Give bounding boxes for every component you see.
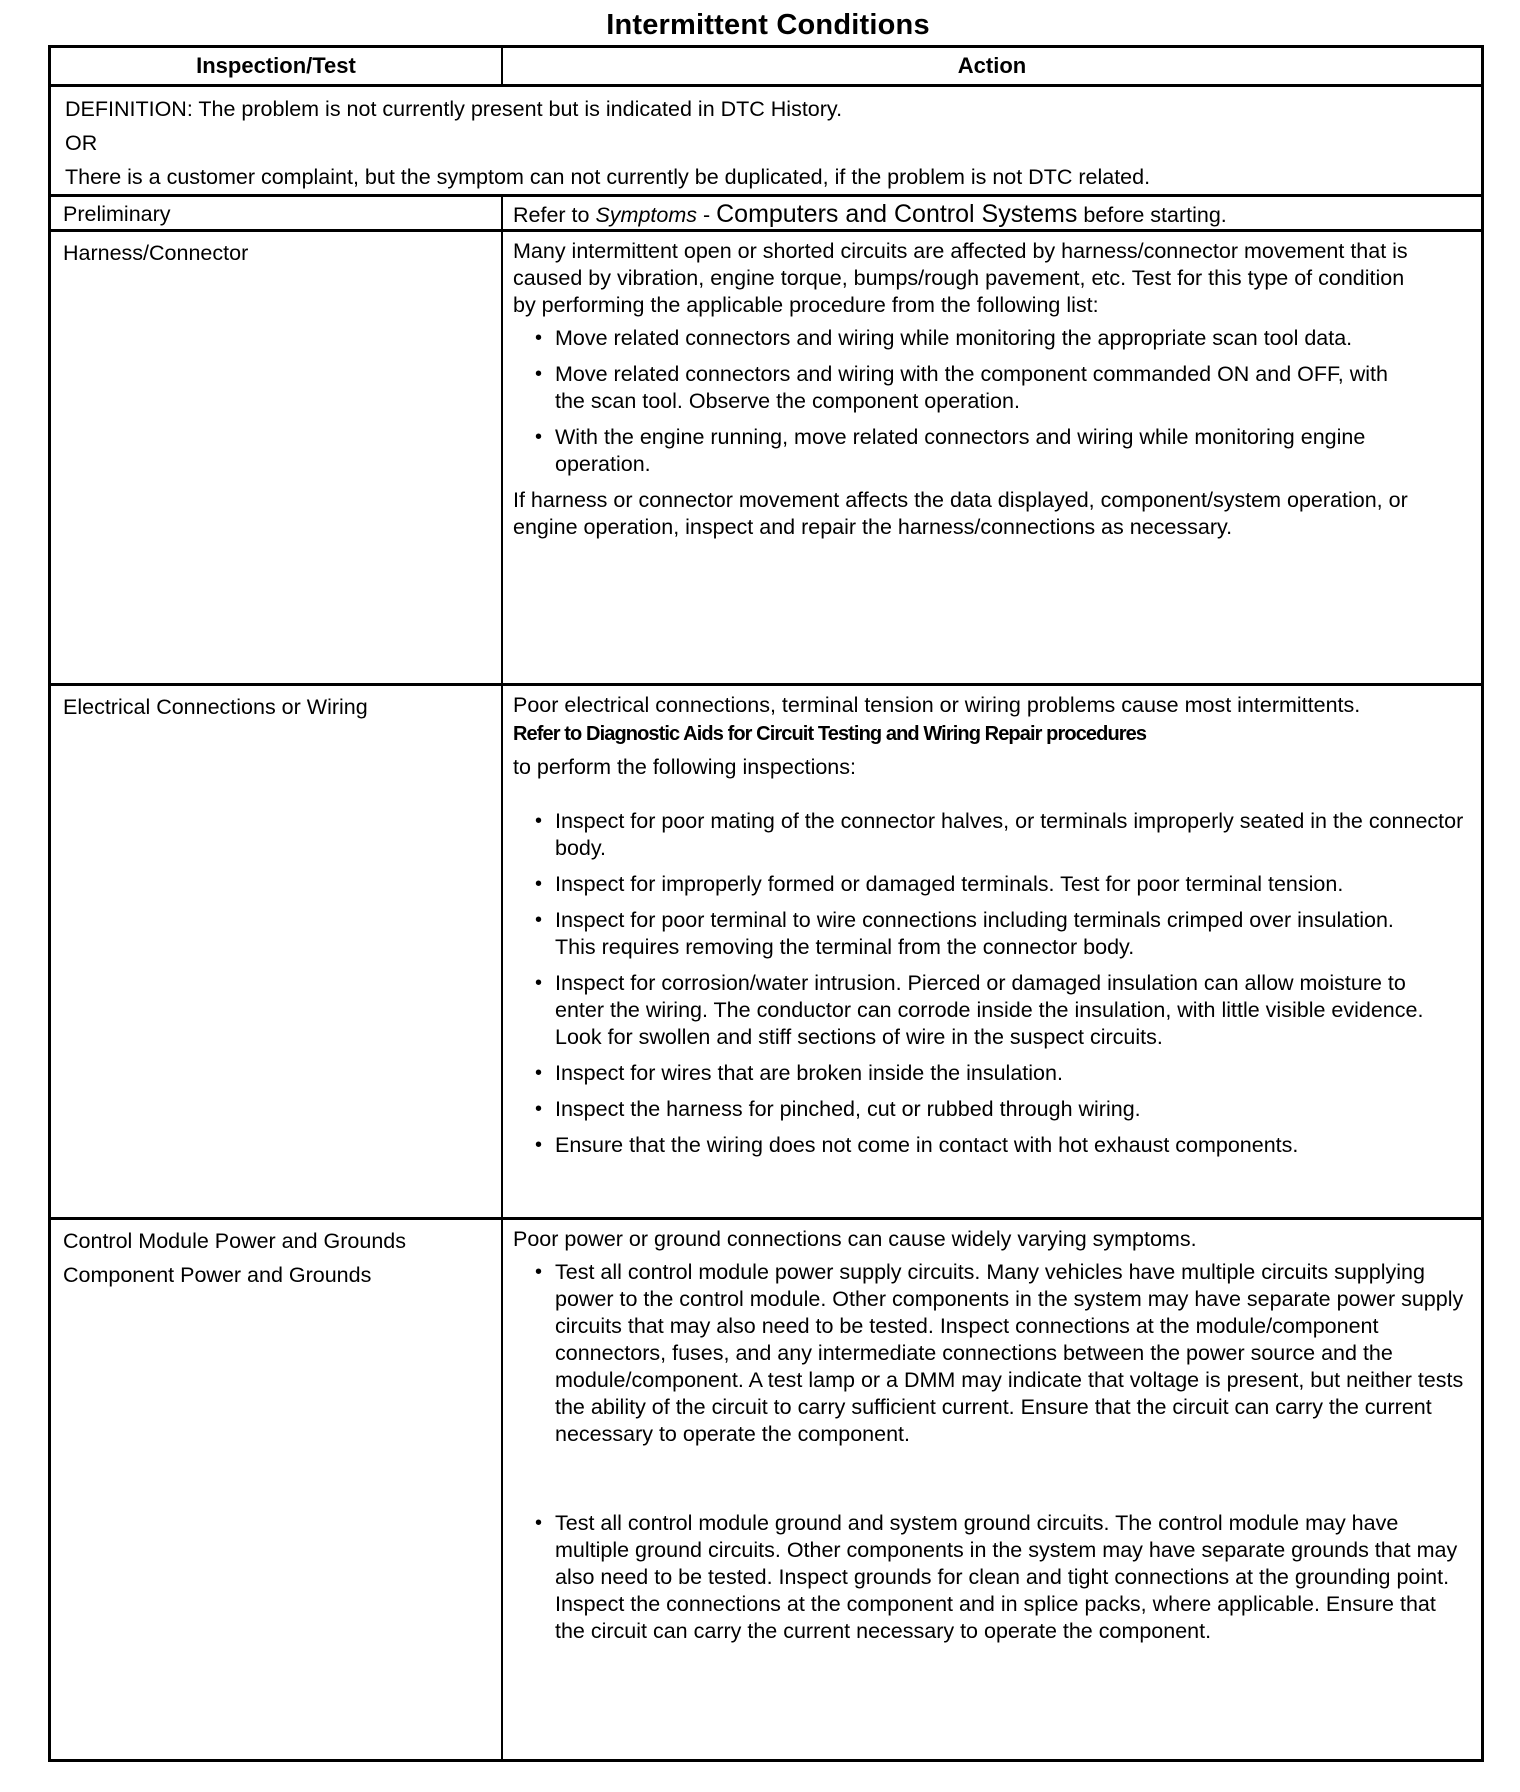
- symptoms-reference: Symptoms: [595, 203, 698, 227]
- column-header-action: Action: [957, 53, 1027, 78]
- inspection-label-secondary: Component Power and Grounds: [63, 1263, 372, 1287]
- table-row-power-and-grounds: [51, 1220, 1481, 1759]
- action-outro: If harness or connector movement affects the data displayed, component/system operation, or engine operation, inspect and repair the harness/connections as necessary.: [513, 488, 1408, 539]
- computers-control-systems-reference: Computers and Control Systems: [716, 200, 1078, 228]
- action-suffix: before starting.: [1077, 203, 1227, 227]
- definition-row: [51, 87, 1481, 197]
- action-intro: Many intermittent open or shorted circuits are affected by harness/connector movement that is caused by vibration, engine torque, bumps/rough pavement, etc. Test for this type of condition by performing the applicable procedure from the following list:: [513, 239, 1408, 317]
- action-intro: [513, 692, 1475, 748]
- table-row-harness-connector: [51, 232, 1481, 686]
- inspection-label: Preliminary: [51, 197, 503, 229]
- inspection-label-cell: [51, 1220, 503, 1759]
- action-intro: Poor power or ground connections can cause widely varying symptoms.: [513, 1227, 1197, 1251]
- definition-alternate: There is a customer complaint, but the symptom can not currently be duplicated, if the problem is not DTC related.: [65, 165, 1151, 189]
- bullet-list: [513, 325, 1421, 478]
- list-item: • Inspect for improperly formed or damaged terminals. Test for poor terminal tension.: [535, 871, 1475, 898]
- table-row-electrical-connections: [51, 686, 1481, 1220]
- list-item: • Inspect for wires that are broken inside the insulation.: [535, 1060, 1475, 1087]
- bullet-list: [513, 808, 1475, 1159]
- definition-cell: [51, 87, 1481, 194]
- list-item: • Ensure that the wiring does not come in contact with hot exhaust components.: [535, 1132, 1475, 1159]
- page-title: Intermittent Conditions: [606, 9, 930, 41]
- inspection-label: Harness/Connector: [51, 232, 503, 683]
- definition-text: DEFINITION: The problem is not currently present but is indicated in DTC History.: [65, 97, 843, 121]
- definition-or: OR: [65, 131, 98, 155]
- bullet-list: [513, 1259, 1471, 1645]
- action-prefix: Refer to: [513, 203, 596, 227]
- list-item: • Move related connectors and wiring with the component commanded ON and OFF, with the scan tool. Observe the component operation.: [535, 361, 1421, 415]
- list-item: • Test all control module power supply circuits. Many vehicles have multiple circuits supplying power to the control module. Other components in the system may have separate power supply circuits that may also need to be tested. Inspect connections at the module/component connectors, fuses, and any intermediate connections between the power source and the module/component. A test lamp or a DMM may indicate that voltage is present, but neither tests the ability of the circuit to carry sufficient current. Ensure that the circuit can carry the current necessary to operate the component.: [535, 1259, 1471, 1448]
- list-item: • Inspect for poor terminal to wire connections including terminals crimped over insulation. This requires removing the terminal from the connector body.: [535, 907, 1475, 961]
- table-row-preliminary: [51, 197, 1481, 232]
- column-header-inspection-test: Inspection/Test: [51, 48, 503, 84]
- inspection-label: Control Module Power and Grounds: [63, 1229, 406, 1253]
- list-item: • With the engine running, move related connectors and wiring while monitoring engine operation.: [535, 424, 1421, 478]
- diagnostic-aids-reference: Refer to Diagnostic Aids for Circuit Testing and Wiring Repair procedures: [513, 723, 1147, 745]
- action-intro-text: Poor electrical connections, terminal tension or wiring problems cause most intermittents.: [513, 693, 1361, 717]
- action-cell: [503, 197, 1481, 229]
- list-item: • Inspect the harness for pinched, cut or rubbed through wiring.: [535, 1096, 1475, 1123]
- action-cell: [503, 686, 1481, 1217]
- action-intro-continued: to perform the following inspections:: [513, 755, 856, 779]
- action-cell: [503, 232, 1481, 683]
- inspection-label: Electrical Connections or Wiring: [51, 686, 503, 1217]
- list-item: • Test all control module ground and system ground circuits. The control module may have multiple ground circuits. Other components in the system may have separate grounds that may also need to be tested. Inspect grounds for clean and tight connections at the grounding point. Inspect the connections at the component and in splice packs, where applicable. Ensure that the circuit can carry the current necessary to operate the component.: [535, 1510, 1471, 1645]
- action-cell: [503, 1220, 1481, 1759]
- intermittent-conditions-table: [48, 45, 1484, 1762]
- list-item: • Move related connectors and wiring while monitoring the appropriate scan tool data.: [535, 325, 1421, 352]
- list-item: • Inspect for corrosion/water intrusion. Pierced or damaged insulation can allow moisture to enter the wiring. The conductor can corrode inside the insulation, with little visible evidence. Look for swollen and stiff sections of wire in the suspect circuits.: [535, 970, 1475, 1051]
- action-dash: -: [697, 203, 717, 227]
- list-item: • Inspect for poor mating of the connector halves, or terminals improperly seated in the connector body.: [535, 808, 1475, 862]
- table-header-row: [51, 48, 1481, 87]
